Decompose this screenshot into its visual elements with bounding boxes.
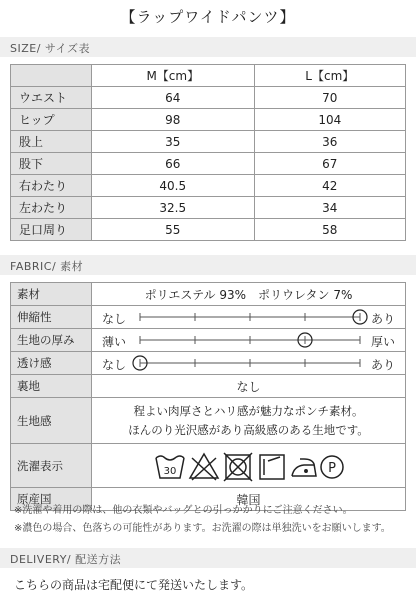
delivery-text: こちらの商品は宅配便にて発送いたします。 [14, 578, 254, 592]
texture-line-1: 程よい肉厚さとハリ感が魅力なポンチ素材。 [133, 403, 364, 418]
size-row-m: 32.5 [92, 197, 255, 219]
fabric-table [10, 282, 406, 511]
stretch-scale-min: なし [102, 312, 127, 326]
fabric-section-header [0, 255, 416, 275]
size-row-l: 42 [254, 175, 405, 197]
origin-label: 原産国 [11, 488, 92, 511]
dryclean-letter: P [327, 460, 336, 476]
texture-line-2: ほんのり光沢感があり高級感のある生地です。 [128, 422, 369, 437]
size-header-blank [11, 65, 92, 87]
note-line-2: ※濃色の場合、色落ちの可能性があります。お洗濯の際は単独洗いをお願いします。 [14, 523, 391, 534]
no-bleach-icon [190, 454, 218, 480]
size-row-label: ウエスト [11, 87, 92, 109]
thickness-scale-max: 厚い [370, 335, 395, 349]
size-table [10, 64, 406, 241]
sheerness-scale [92, 352, 405, 374]
page-title: 【ラップワイドパンツ】 [120, 8, 296, 26]
stretch-label: 伸縮性 [11, 306, 92, 329]
stretch-scale [92, 306, 405, 328]
care-symbols [92, 444, 406, 488]
table-row [11, 306, 406, 329]
wash-temp-text: 30 [163, 465, 176, 477]
table-row [11, 352, 406, 375]
table-row [11, 375, 406, 398]
table-row [11, 283, 406, 306]
size-row-l: 104 [254, 109, 405, 131]
table-row [11, 131, 406, 153]
thickness-scale-min: 薄い [102, 335, 127, 349]
size-table-header [11, 65, 406, 87]
table-row [11, 175, 406, 197]
sheerness-scale-max: あり [370, 358, 395, 372]
size-section-label: SIZE/ サイズ表 [10, 42, 91, 55]
size-row-l: 36 [254, 131, 405, 153]
size-header-l: L【cm】 [254, 65, 405, 87]
size-row-m: 40.5 [92, 175, 255, 197]
size-row-label: 股上 [11, 131, 92, 153]
sheerness-scale-min: なし [102, 358, 127, 372]
size-row-l: 70 [254, 87, 405, 109]
table-row [11, 444, 406, 488]
size-row-label: 右わたり [11, 175, 92, 197]
wash-30-icon [156, 456, 184, 478]
material-value: ポリエステル 93% ポリウレタン 7% [92, 283, 406, 306]
stretch-scale-max: あり [370, 312, 395, 326]
stretch-scale-track [92, 306, 405, 328]
dryclean-p-icon [321, 456, 343, 478]
line-dry-icon [260, 455, 284, 479]
thickness-label: 生地の厚み [11, 329, 92, 352]
size-row-label: ヒップ [11, 109, 92, 131]
care-label: 洗濯表示 [11, 444, 92, 488]
size-row-m: 98 [92, 109, 255, 131]
size-row-m: 35 [92, 131, 255, 153]
table-row [11, 197, 406, 219]
material-label: 素材 [11, 283, 92, 306]
origin-value: 韓国 [92, 488, 406, 511]
size-row-l: 67 [254, 153, 405, 175]
table-row [11, 109, 406, 131]
size-row-m: 66 [92, 153, 255, 175]
size-row-label: 足口周り [11, 219, 92, 241]
table-row [11, 219, 406, 241]
no-tumble-dry-icon [224, 453, 252, 481]
iron-low-icon [292, 459, 316, 476]
note-line-1: ※洗濯や着用の際は、他の衣類やバッグとの引っかかりにご注意ください。 [14, 505, 353, 516]
table-row [11, 153, 406, 175]
texture-value [92, 398, 406, 444]
size-row-label: 左わたり [11, 197, 92, 219]
texture-label: 生地感 [11, 398, 92, 444]
sheerness-label: 透け感 [11, 352, 92, 375]
care-symbols-row [154, 450, 344, 482]
table-row [11, 87, 406, 109]
table-row [11, 398, 406, 444]
size-row-l: 58 [254, 219, 405, 241]
thickness-scale-track [92, 329, 405, 351]
size-section-header [0, 37, 416, 57]
delivery-section-label: DELIVERY/ 配送方法 [10, 553, 122, 566]
lining-label: 裏地 [11, 375, 92, 398]
lining-value: なし [92, 375, 406, 398]
table-row [11, 329, 406, 352]
thickness-scale [92, 329, 405, 351]
size-row-m: 64 [92, 87, 255, 109]
size-row-l: 34 [254, 197, 405, 219]
size-row-label: 股下 [11, 153, 92, 175]
care-notes [14, 502, 391, 538]
size-header-m: M【cm】 [92, 65, 255, 87]
fabric-section-label: FABRIC/ 素材 [10, 260, 84, 273]
size-row-m: 55 [92, 219, 255, 241]
delivery-section-header [0, 548, 416, 568]
sheerness-scale-track [92, 352, 405, 374]
